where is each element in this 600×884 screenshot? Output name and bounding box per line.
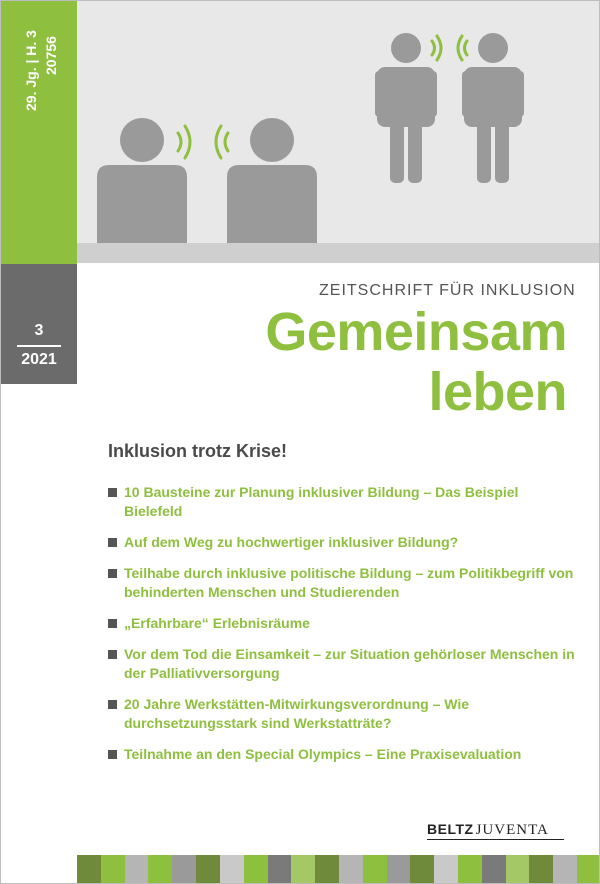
stripe-segment — [101, 855, 125, 884]
volume-sidebar — [1, 1, 77, 264]
stripe-segment — [77, 855, 101, 884]
issue-number: 3 — [34, 322, 44, 339]
sound-waves-icon — [178, 126, 228, 158]
stripe-segment — [315, 855, 339, 884]
toc-item-text: Teilhabe durch inklusive politische Bildung – zum Politikbegriff von behinderten Menschen und Studierenden — [124, 565, 574, 600]
stripe-segment — [434, 855, 458, 884]
toc-item — [108, 533, 578, 552]
cover-illustration — [77, 1, 600, 263]
person-silhouette-icon — [227, 118, 317, 243]
issue-year: 2021 — [21, 351, 57, 368]
issue-headline: Inklusion trotz Krise! — [108, 441, 288, 461]
square-bullet-icon — [108, 569, 117, 578]
person-silhouette-icon — [97, 118, 187, 243]
toc-item-text: Teilnahme an den Special Olympics – Eine Praxisevaluation — [124, 746, 522, 762]
square-bullet-icon — [108, 538, 117, 547]
publisher-name-juventa: JUVENTA — [475, 822, 549, 838]
journal-title-line2: leben — [428, 362, 567, 422]
person-silhouette-icon — [375, 33, 437, 183]
stripe-segment — [172, 855, 196, 884]
volume-label: 29. Jg. | H. 3 — [23, 30, 39, 111]
publisher-logo — [427, 821, 549, 839]
people-illustration — [77, 1, 600, 263]
logo-underline — [427, 839, 564, 840]
stripe-segment — [387, 855, 411, 884]
stripe-segment — [125, 855, 149, 884]
stripe-segment — [577, 855, 600, 884]
toc-item-text: Auf dem Weg zu hochwertiger inklusiver Bildung? — [124, 534, 459, 550]
toc-item — [108, 645, 578, 683]
toc-item — [108, 483, 578, 521]
toc-item — [108, 564, 578, 602]
stripe-segment — [363, 855, 387, 884]
square-bullet-icon — [108, 488, 117, 497]
volume-info — [3, 15, 73, 125]
toc-item — [108, 695, 578, 733]
table-of-contents — [108, 483, 578, 776]
color-stripe — [77, 855, 600, 884]
stripe-segment — [529, 855, 553, 884]
issue-box — [1, 264, 77, 384]
stripe-segment — [196, 855, 220, 884]
stripe-segment — [339, 855, 363, 884]
stripe-segment — [220, 855, 244, 884]
toc-item-text: Vor dem Tod die Einsamkeit – zur Situation gehörloser Menschen in der Palliativversorgung — [124, 646, 575, 681]
table-surface — [77, 243, 600, 263]
toc-item — [108, 614, 578, 633]
journal-title-line1: Gemeinsam — [265, 302, 567, 362]
toc-item-text: 20 Jahre Werkstätten-Mitwirkungsverordnung – Wie durchsetzungsstark sind Werkstatträte? — [124, 696, 470, 731]
stripe-segment — [268, 855, 292, 884]
square-bullet-icon — [108, 750, 117, 759]
square-bullet-icon — [108, 619, 117, 628]
stripe-segment — [506, 855, 530, 884]
stripe-segment — [291, 855, 315, 884]
square-bullet-icon — [108, 650, 117, 659]
stripe-segment — [482, 855, 506, 884]
stripe-segment — [410, 855, 434, 884]
stripe-segment — [244, 855, 268, 884]
issn-label: 20756 — [43, 36, 59, 75]
square-bullet-icon — [108, 700, 117, 709]
issue-divider — [17, 345, 61, 347]
toc-item — [108, 745, 578, 764]
stripe-segment — [148, 855, 172, 884]
toc-item-text: 10 Bausteine zur Planung inklusiver Bildung – Das Beispiel Bielefeld — [124, 484, 519, 519]
person-silhouette-icon — [462, 33, 524, 183]
journal-subtitle: ZEITSCHRIFT FÜR INKLUSION — [319, 282, 576, 299]
stripe-segment — [553, 855, 577, 884]
stripe-segment — [458, 855, 482, 884]
toc-item-text: „Erfahrbare“ Erlebnisräume — [124, 615, 310, 631]
publisher-name-beltz: BELTZ — [427, 821, 474, 837]
sound-waves-icon — [432, 36, 467, 60]
